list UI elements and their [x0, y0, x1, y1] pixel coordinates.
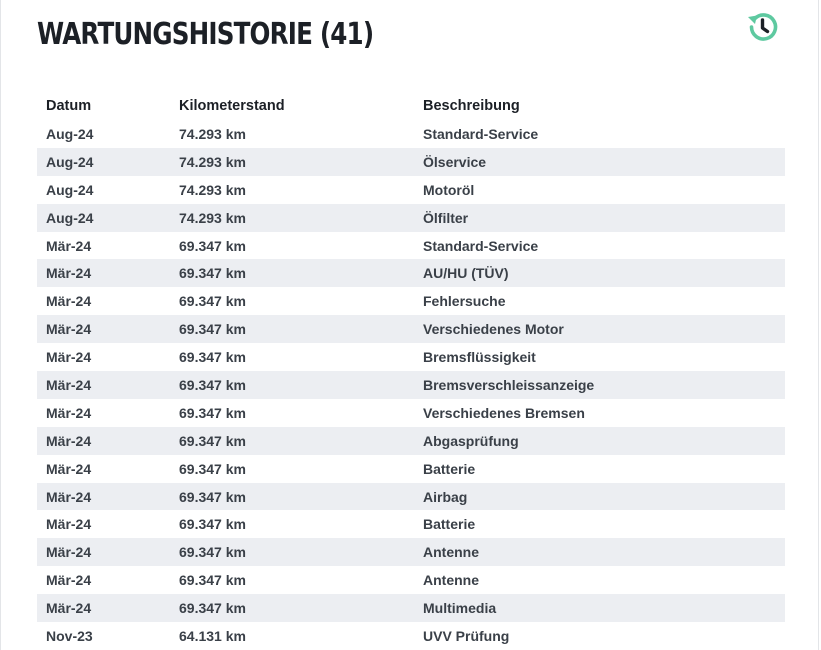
row-description: Antenne: [423, 544, 479, 561]
row-date: Aug-24: [46, 181, 94, 198]
row-description: AU/HU (TÜV): [423, 265, 509, 282]
row-date: Mär-24: [46, 600, 92, 617]
row-date: Mär-24: [46, 572, 92, 589]
row-date: Mär-24: [46, 516, 92, 533]
row-date: Mär-24: [46, 432, 92, 449]
table-row: [37, 204, 785, 232]
table-row: [37, 566, 785, 594]
row-description: Abgasprüfung: [423, 432, 519, 449]
table-header-row: [37, 92, 785, 120]
row-date: Aug-24: [46, 125, 94, 142]
table-row: [37, 315, 785, 343]
row-date: Mär-24: [46, 237, 92, 254]
row-description: Batterie: [423, 460, 476, 477]
row-mileage: 69.347 km: [179, 572, 246, 589]
row-date: Mär-24: [46, 293, 92, 310]
row-mileage: 74.293 km: [179, 209, 246, 226]
row-date: Mär-24: [46, 488, 92, 505]
row-description: Verschiedenes Bremsen: [423, 404, 585, 421]
row-date: Mär-24: [46, 404, 92, 421]
row-mileage: 69.347 km: [179, 376, 246, 393]
table-row: [37, 259, 785, 287]
table-row: [37, 483, 785, 511]
column-header-date: Datum: [46, 98, 92, 114]
row-date: Mär-24: [46, 460, 92, 477]
row-date: Mär-24: [46, 544, 92, 561]
table-row: [37, 232, 785, 260]
row-mileage: 69.347 km: [179, 293, 246, 310]
row-description: Bremsverschleissanzeige: [423, 376, 595, 393]
row-mileage: 69.347 km: [179, 488, 246, 505]
row-date: Aug-24: [46, 153, 94, 170]
table-row: [37, 455, 785, 483]
row-date: Mär-24: [46, 265, 92, 282]
row-date: Mär-24: [46, 349, 92, 366]
row-date: Mär-24: [46, 321, 92, 338]
row-mileage: 69.347 km: [179, 600, 246, 617]
row-description: Motoröl: [423, 181, 475, 198]
table-row: [37, 594, 785, 622]
row-date: Mär-24: [46, 376, 92, 393]
column-header-mileage: Kilometerstand: [179, 98, 285, 114]
table-row: [37, 176, 785, 204]
row-mileage: 69.347 km: [179, 265, 246, 282]
row-mileage: 69.347 km: [179, 237, 246, 254]
table-row: [37, 622, 785, 650]
row-mileage: 74.293 km: [179, 153, 246, 170]
column-header-description: Beschreibung: [423, 98, 520, 114]
table-row: [37, 538, 785, 566]
row-description: Fehlersuche: [423, 293, 506, 310]
table-row: [37, 399, 785, 427]
row-mileage: 69.347 km: [179, 516, 246, 533]
table-row: [37, 120, 785, 148]
page-title: WARTUNGSHISTORIE (41): [37, 16, 374, 52]
row-description: Ölfilter: [423, 209, 469, 226]
maintenance-table: [37, 92, 785, 650]
table-body: [37, 120, 785, 650]
row-description: Verschiedenes Motor: [423, 321, 564, 338]
table-row: [37, 343, 785, 371]
row-mileage: 64.131 km: [179, 627, 246, 644]
row-mileage: 69.347 km: [179, 404, 246, 421]
row-date: Nov-23: [46, 627, 93, 644]
history-clock-icon[interactable]: [744, 9, 780, 45]
table-row: [37, 287, 785, 315]
row-mileage: 74.293 km: [179, 181, 246, 198]
table-row: [37, 371, 785, 399]
row-mileage: 69.347 km: [179, 432, 246, 449]
row-description: Ölservice: [423, 153, 487, 170]
table-row: [37, 148, 785, 176]
table-row: [37, 510, 785, 538]
row-description: Antenne: [423, 572, 479, 589]
row-mileage: 69.347 km: [179, 321, 246, 338]
row-description: Multimedia: [423, 600, 497, 617]
row-mileage: 74.293 km: [179, 125, 246, 142]
row-mileage: 69.347 km: [179, 349, 246, 366]
row-description: Batterie: [423, 516, 476, 533]
panel-header: [37, 12, 447, 56]
row-date: Aug-24: [46, 209, 94, 226]
row-description: Bremsflüssigkeit: [423, 349, 536, 366]
row-description: Standard-Service: [423, 125, 539, 142]
row-mileage: 69.347 km: [179, 460, 246, 477]
row-description: Airbag: [423, 488, 468, 505]
row-description: UVV Prüfung: [423, 627, 510, 644]
row-mileage: 69.347 km: [179, 544, 246, 561]
row-description: Standard-Service: [423, 237, 539, 254]
table-row: [37, 427, 785, 455]
